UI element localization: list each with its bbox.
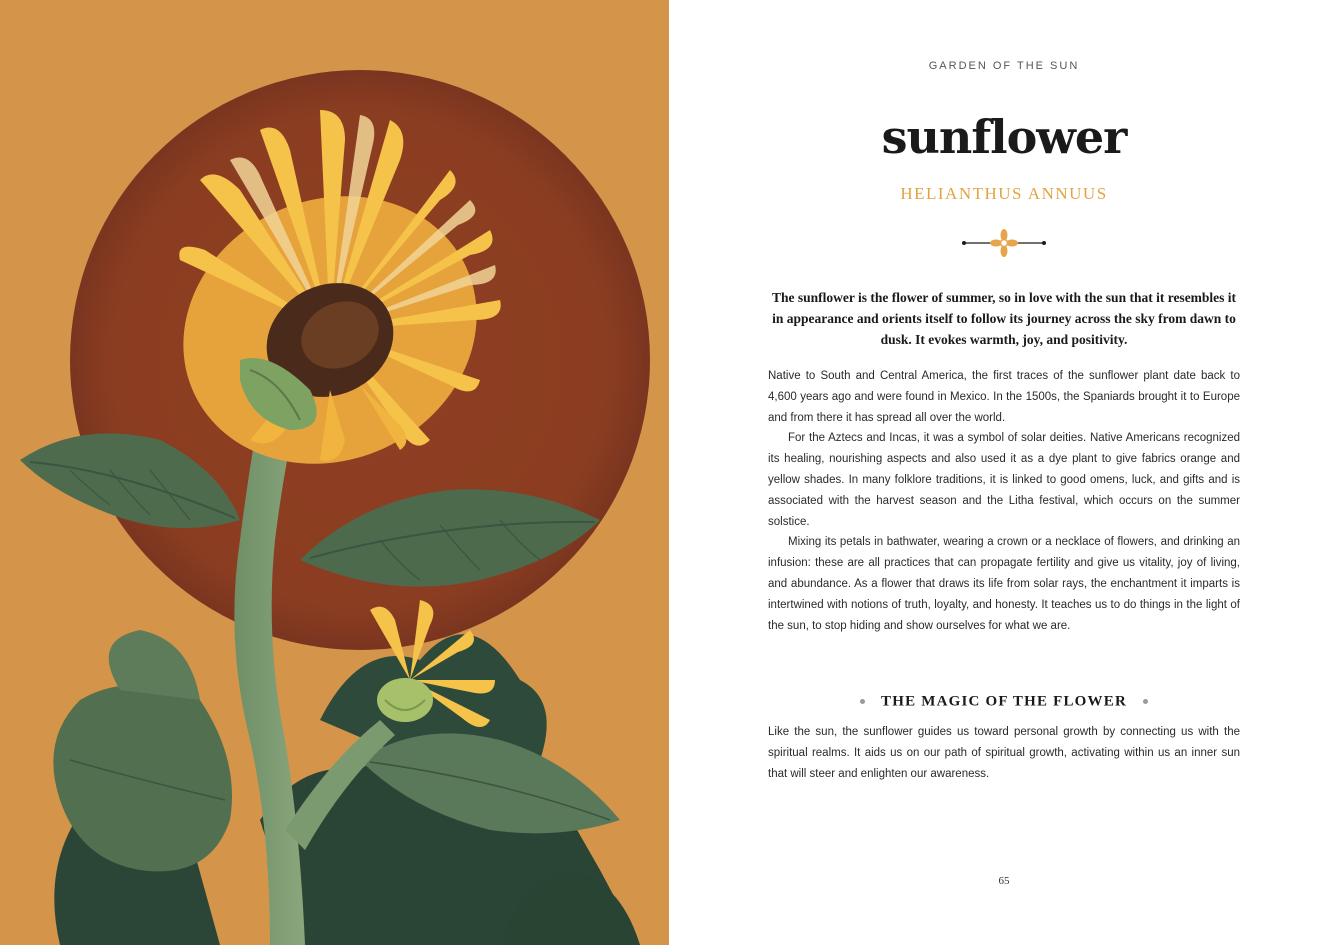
body-text [768,366,1240,636]
bullet-icon [1143,699,1148,704]
flower-divider-icon [959,228,1049,263]
page-title: sunflower [881,110,1127,164]
bullet-icon [860,699,865,704]
text-page [669,0,1339,945]
sunflower-illustration [0,0,669,945]
body-paragraph: For the Aztecs and Incas, it was a symbol of solar deities. Native Americans recognized its healing, nourishing aspects and also used it as a dye plant to give fabrics orange and yellow shades. In many folklore traditions, it is linked to good omens, luck, and gifts and is associated with the harvest season and the Litha festival, which occurs on the summer solstice. [768,432,1240,528]
section-body [768,722,1240,785]
section-heading-text: THE MAGIC OF THE FLOWER [881,693,1127,710]
body-paragraph: Native to South and Central America, the first traces of the sunflower plant date back to 4,600 years ago and were found in Mexico. In the 1500s, the Spaniards brought it to Europe and from there it has spread all over the world. [768,370,1240,424]
sunflower-artwork [0,0,669,945]
section-heading [669,693,1339,711]
running-head: GARDEN OF THE SUN [928,60,1080,72]
section-paragraph: Like the sun, the sunflower guides us toward personal growth by connecting us with the spiritual realms. It aids us on our path of spiritual growth, activating within us an inner sun that will steer and enlighten our awareness. [768,726,1240,780]
lead-paragraph: The sunflower is the flower of summer, so in love with the sun that it resembles it in appearance and orients itself to follow its journey across the sky from dawn to dusk. It evokes warmth, joy, and positivity. [771,290,1237,347]
body-paragraph: Mixing its petals in bathwater, wearing a crown or a necklace of flowers, and drinking an infusion: these are all practices that can propagate fertility and give us vitality, joy of living, and abundance. As a flower that draws its life from solar rays, the enchantment it imparts is intertwined with notions of truth, loyalty, and honesty. It teaches us to do things in the light of the sun, to stop hiding and show ourselves for what we are. [768,536,1240,632]
page-number: 65 [998,875,1010,887]
latin-name: HELIANTHUS ANNUUS [900,184,1108,203]
